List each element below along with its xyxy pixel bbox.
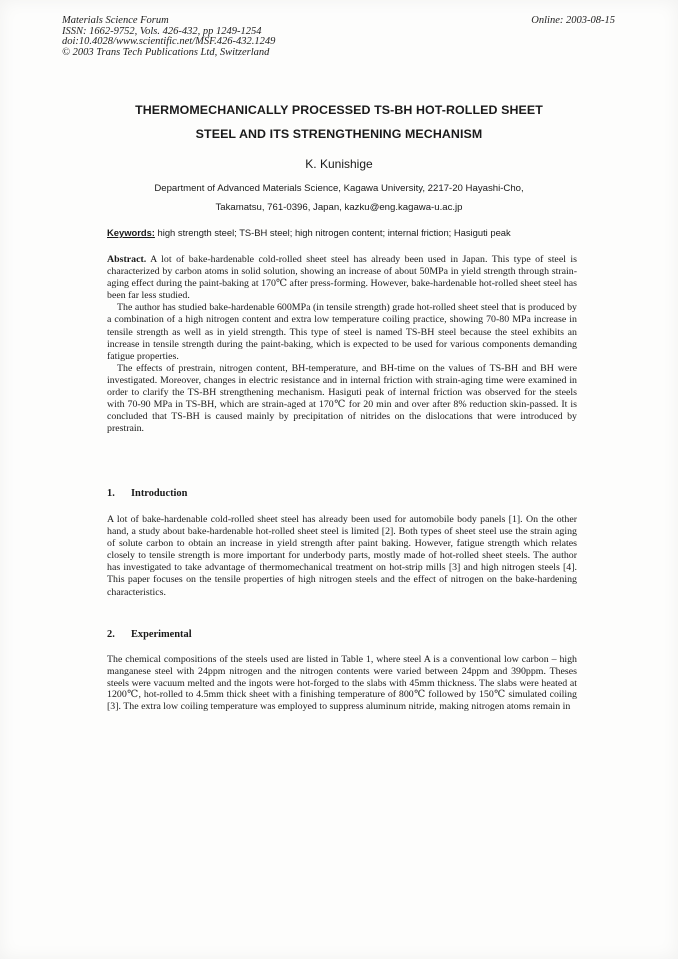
- abstract-paragraph-2: The author has studied bake-hardenable 600MPa (in tensile strength) grade hot-rolled sheet steel that is produced by a combination of a high nitrogen content and extra low temperature coiling practice, showing 70-80 MPa increase in tensile strength as well as in yield strength. This type of steel is named TS-BH steel because the steel exhibits an increase in tensile strength during the paint-baking, which is expected to be used for various components demanding fatigue properties.: [107, 302, 577, 362]
- affiliation-line-1: Department of Advanced Materials Science, Kagawa University, 2217-20 Hayashi-Cho,: [154, 183, 524, 194]
- keywords: [107, 227, 577, 238]
- section-2-number: 2.: [107, 629, 115, 640]
- affiliation-line-2: Takamatsu, 761-0396, Japan, kazku@eng.kagawa-u.ac.jp: [215, 202, 463, 213]
- journal-name: Materials Science Forum: [62, 15, 169, 26]
- journal-header: [62, 16, 422, 58]
- doi-line: doi:10.4028/www.scientific.net/MSF.426-432.1249: [62, 36, 276, 48]
- title-line-2: STEEL AND ITS STRENGTHENING MECHANISM: [195, 127, 483, 141]
- author-name: K. Kunishige: [305, 157, 373, 171]
- section-1-number: 1.: [107, 488, 115, 499]
- section-2-title: Experimental: [131, 629, 192, 640]
- online-date: Online: 2003-08-15: [531, 15, 615, 26]
- copyright-line: © 2003 Trans Tech Publications Ltd, Switzerland: [62, 46, 270, 58]
- keywords-text: high strength steel; TS-BH steel; high nitrogen content; internal friction; Hasiguti peak: [157, 227, 511, 238]
- keywords-label: Keywords:: [107, 227, 155, 238]
- paper-title: [80, 98, 598, 146]
- section-1-heading: [107, 488, 187, 499]
- section-1-body: [107, 514, 577, 599]
- title-line-1: THERMOMECHANICALLY PROCESSED TS-BH HOT-ROLLED SHEET: [135, 103, 543, 117]
- affiliation: [80, 179, 598, 217]
- section-2-body: [107, 654, 577, 713]
- abstract-paragraph-3: The effects of prestrain, nitrogen content, BH-temperature, and BH-time on the values of TS-BH and BH were investigated. Moreover, changes in electric resistance and in internal friction with strain-aging time were examined in order to clarify the TS-BH strengthening mechanism. Hasiguti peak of internal friction was observed for the steels with 70-90 MPa in TS-BH, which are strain-aged at 170℃ for 20 min and over after 8% reduction skin-passed. It is concluded that TS-BH is caused mainly by precipitation of nitrides on the dislocations that were introduced by prestrain.: [107, 362, 577, 435]
- section-2-heading: [107, 629, 192, 640]
- abstract-text-1: A lot of bake-hardenable cold-rolled sheet steel has already been used in Japan. This type of steel is characterized by carbon atoms in solid solution, showing an increase of about 50MPa in yield strength through strain-aging effect during the paint-baking at 170℃ after press-forming. However, bake-hardenable hot-rolled sheet steel has been far less studied.: [107, 254, 577, 302]
- section-2-paragraph: The chemical compositions of the steels used are listed in Table 1, where steel A is a conventional low carbon – high manganese steel with 24ppm nitrogen and the nitrogen contents were varied between 24ppm and 390ppm. Theses steels were vacuum melted and the ingots were hot-forged to the slabs with 45mm thickness. The slabs were heated at 1200℃, hot-rolled to 4.5mm thick sheet with a finishing temperature of 800℃ followed by 150℃ simulated coiling [3]. The extra low coiling temperature was employed to suppress aluminum nitride, making nitrogen atoms remain in: [107, 654, 577, 713]
- section-1-title: Introduction: [131, 488, 188, 499]
- abstract: [107, 254, 577, 435]
- issn-line: ISSN: 1662-9752, Vols. 426-432, pp 1249-1254: [62, 25, 262, 37]
- section-1-paragraph: A lot of bake-hardenable cold-rolled sheet steel has already been used for automobile body panels [1]. On the other hand, a study about bake-hardenable hot-rolled sheet steel is limited [2]. Both types of sheet steel use the strain aging of solute carbon to obtain an increase in yield strength after paint baking. However, fatigue strength which relates closely to tensile strength is more important for underbody parts, mostly made of hot-rolled sheet steels. The author has investigated to take advantage of thermomechanical treatment on hot-strip mills [3] and high nitrogen steels [4]. This paper focuses on the tensile properties of high nitrogen steels and the effect of nitrogen on the bake-hardening characteristics.: [107, 514, 577, 598]
- abstract-label: Abstract.: [107, 254, 147, 265]
- abstract-paragraph-1: [107, 254, 577, 302]
